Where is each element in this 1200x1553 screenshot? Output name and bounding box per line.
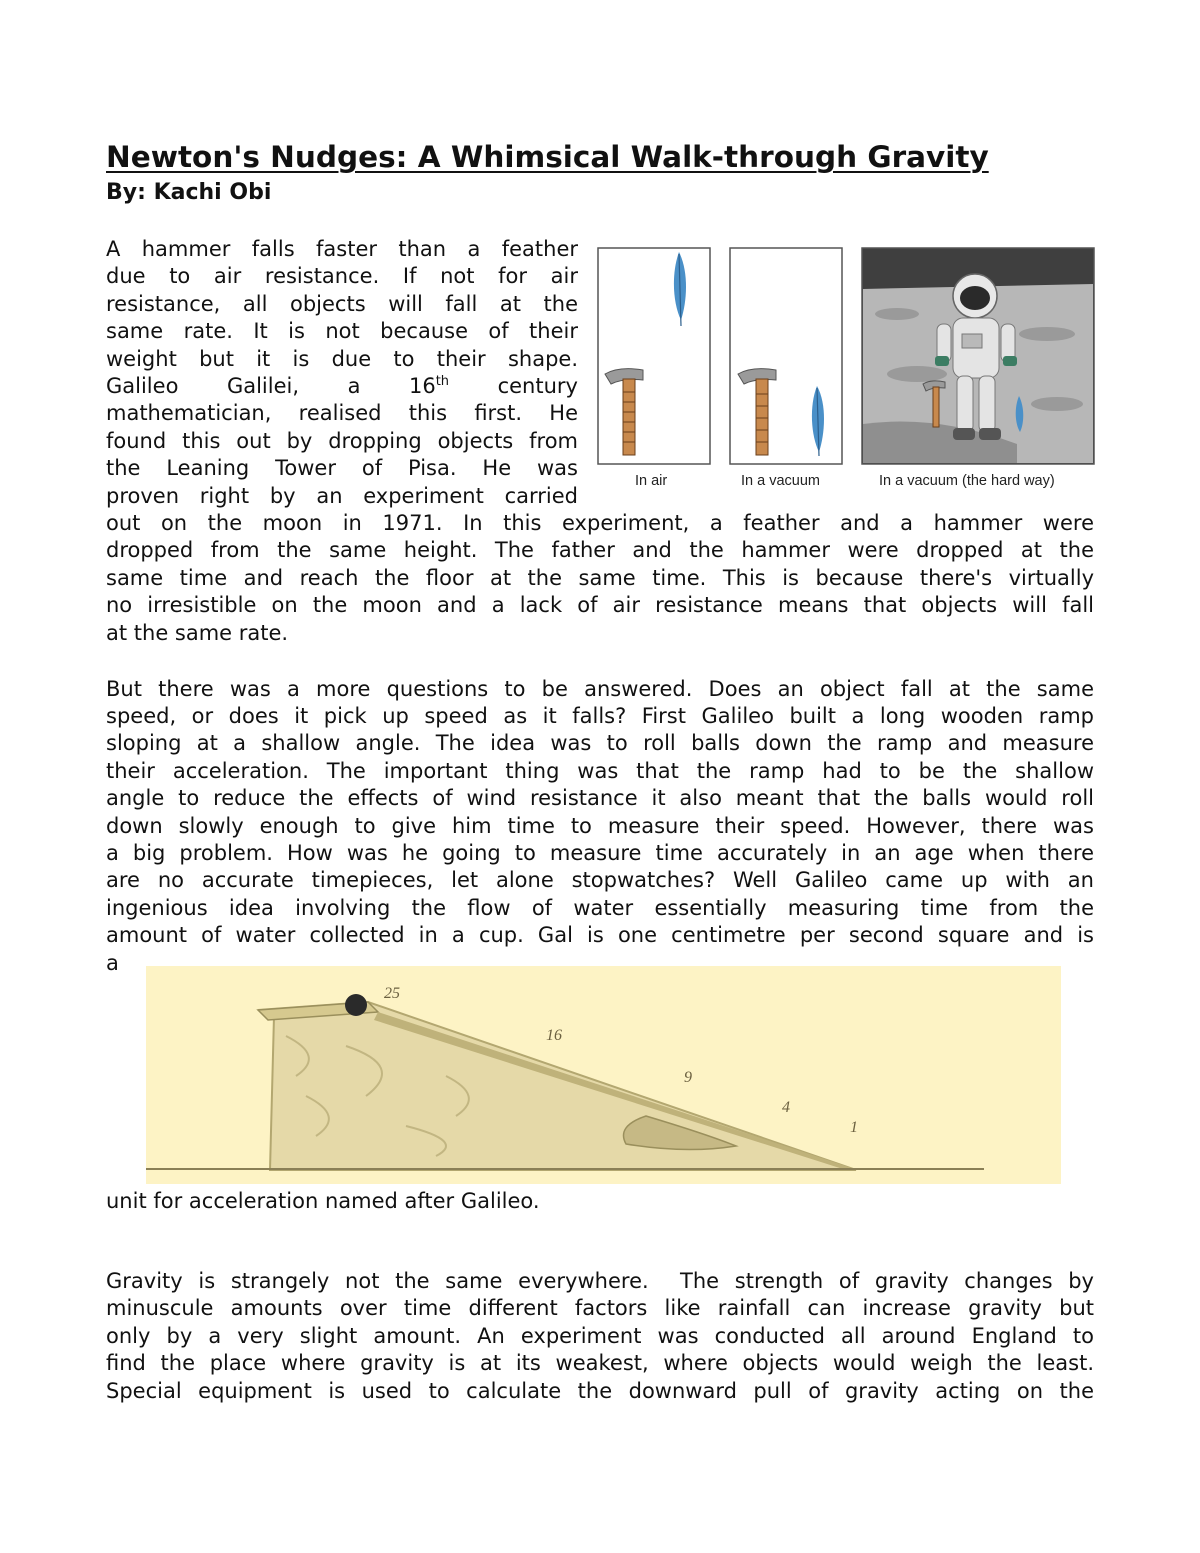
full-line: speed, or does it pick up speed as it falls? First Galileo built a long wooden ramp — [106, 703, 1094, 728]
full-line: at the same rate. — [106, 620, 289, 645]
panel-in-vacuum — [730, 248, 842, 464]
wrap-line: due to air resistance. If not for air — [106, 264, 578, 289]
full-line: Gravity is strangely not the same everywhere. The strength of gravity changes by — [106, 1269, 1094, 1293]
ramp-mark-16: 16 — [546, 1027, 562, 1044]
full-line: amount of water collected in a cup. Gal is one centimetre per second square and is — [106, 923, 1094, 948]
caption-in-air: In air — [635, 473, 668, 489]
wrap-line-galileo — [106, 373, 578, 400]
wrap-line: same rate. It is not because of their — [106, 319, 578, 344]
ordinal-number: 16 — [408, 374, 436, 398]
panel-in-air — [598, 248, 710, 464]
ordinal-suffix: th — [435, 374, 450, 389]
wrap-line: weight but it is due to their shape. — [106, 346, 578, 371]
wrap-line: the Leaning Tower of Pisa. He was — [106, 456, 578, 481]
full-line: a big problem. How was he going to measure time accurately in an age when there — [106, 840, 1094, 865]
full-line: sloping at a shallow angle. The idea was to roll balls down the ramp and measure — [106, 731, 1094, 756]
full-line: angle to reduce the effects of wind resistance it also meant that the balls would roll — [106, 786, 1094, 811]
word: a — [347, 374, 361, 398]
falling-objects-figure — [597, 244, 1097, 494]
caption-hard-way: In a vacuum (the hard way) — [879, 473, 1055, 489]
full-line: find the place where gravity is at its weakest, where objects would weigh the least. — [106, 1351, 1094, 1376]
full-line: a — [106, 950, 119, 975]
full-line: are no accurate timepieces, let alone stopwatches? Well Galileo came up with an — [106, 868, 1094, 893]
word: Galileo — [106, 374, 179, 398]
wrap-line: found this out by dropping objects from — [106, 428, 578, 453]
author-byline: By: Kachi Obi — [106, 180, 272, 205]
galileo-ramp-figure — [146, 966, 1061, 1184]
full-line: same time and reach the floor at the same time. This is because there's virtually — [106, 565, 1094, 590]
word: Galilei, — [226, 374, 300, 398]
full-line: dropped from the same height. The father and the hammer were dropped at the — [106, 538, 1094, 563]
caption-in-vacuum: In a vacuum — [741, 473, 820, 489]
ramp-mark-25: 25 — [384, 985, 400, 1002]
ramp-mark-9: 9 — [684, 1069, 692, 1086]
wrap-line: proven right by an experiment carried — [106, 483, 578, 508]
ball-icon — [345, 994, 367, 1016]
full-line: Special equipment is used to calculate the downward pull of gravity acting on the — [106, 1378, 1094, 1403]
document-title: Newton's Nudges: A Whimsical Walk-through Gravity — [106, 140, 989, 174]
wrap-line: A hammer falls faster than a feather — [106, 237, 578, 261]
word: century — [497, 374, 578, 398]
full-line: out on the moon in 1971. In this experiment, a feather and a hammer were — [106, 511, 1094, 535]
paragraph-gal-unit: unit for acceleration named after Galileo. — [106, 1189, 540, 1213]
full-line: down slowly enough to give him time to measure their speed. However, there was — [106, 813, 1094, 838]
full-line: ingenious idea involving the flow of water essentially measuring time from the — [106, 895, 1094, 920]
full-line: But there was a more questions to be answered. Does an object fall at the same — [106, 676, 1094, 701]
wrap-line: resistance, all objects will fall at the — [106, 291, 578, 316]
full-line: minuscule amounts over time different factors like rainfall can increase gravity but — [106, 1296, 1094, 1321]
full-line: only by a very slight amount. An experiment was conducted all around England to — [106, 1323, 1094, 1348]
wrap-line: mathematician, realised this first. He — [106, 401, 578, 426]
full-line: their acceleration. The important thing was that the ramp had to be the shallow — [106, 758, 1094, 783]
ramp-mark-1: 1 — [850, 1119, 858, 1136]
ramp-mark-4: 4 — [782, 1099, 790, 1116]
full-line: no irresistible on the moon and a lack of air resistance means that objects will fall — [106, 593, 1094, 618]
ordinal — [409, 373, 449, 400]
